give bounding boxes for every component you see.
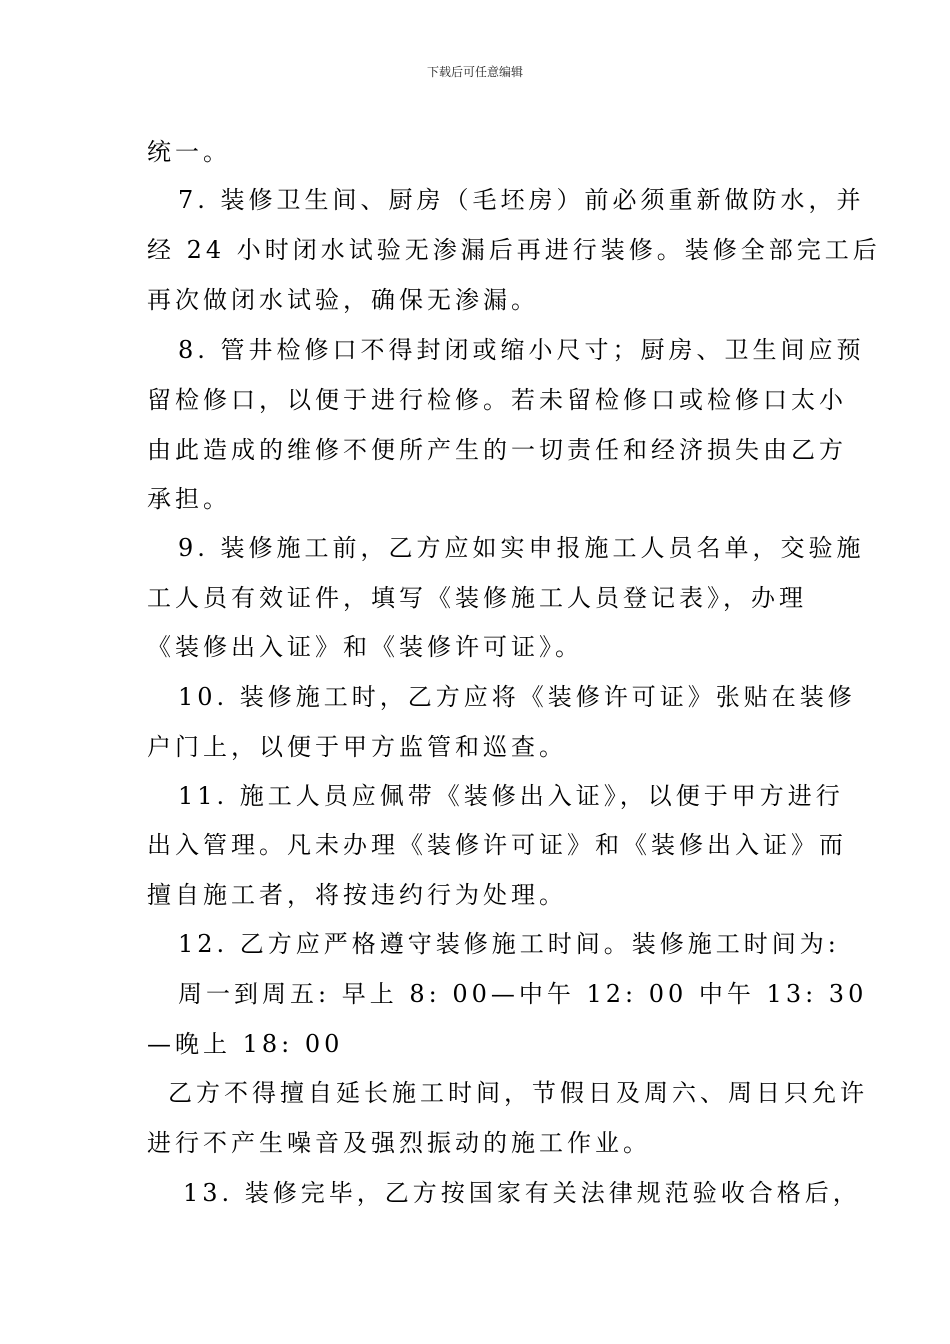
- text-line: 9. 装修施工前，乙方应如实申报施工人员名单，交验施: [178, 534, 865, 562]
- text-line: 承担。: [147, 485, 231, 513]
- text-line: 留检修口，以便于进行检修。若未留检修口或检修口太小: [147, 386, 847, 414]
- text-line: 乙方不得擅自延长施工时间，节假日及周六、周日只允许: [168, 1079, 868, 1107]
- text-line: 13. 装修完毕，乙方按国家有关法律规范验收合格后，: [183, 1179, 861, 1207]
- text-line: 出入管理。凡未办理《装修许可证》和《装修出入证》而: [147, 831, 847, 859]
- page-header-note: 下载后可任意编辑: [426, 65, 523, 79]
- text-line: 经 24 小时闭水试验无渗漏后再进行装修。装修全部完工后: [147, 236, 881, 264]
- text-line: —晚上 18: 00: [147, 1030, 344, 1058]
- text-line: 统一。: [147, 138, 231, 166]
- text-line: 《装修出入证》和《装修许可证》。: [147, 633, 583, 661]
- text-line: 12. 乙方应严格遵守装修施工时间。装修施工时间为:: [178, 930, 840, 958]
- text-line: 周一到周五: 早上 8: 00—中午 12: 00 中午 13: 30: [178, 980, 868, 1008]
- text-line: 再次做闭水试验，确保无渗漏。: [147, 286, 539, 314]
- text-line: 10. 装修施工时，乙方应将《装修许可证》张贴在装修: [178, 683, 856, 711]
- text-line: 11. 施工人员应佩带《装修出入证》，以便于甲方进行: [178, 782, 844, 810]
- text-line: 进行不产生噪音及强烈振动的施工作业。: [147, 1129, 651, 1157]
- text-line: 擅自施工者，将按违约行为处理。: [147, 881, 567, 909]
- text-line: 工人员有效证件，填写《装修施工人员登记表》，办理: [147, 584, 807, 612]
- text-line: 8. 管井检修口不得封闭或缩小尺寸；厨房、卫生间应预: [178, 336, 865, 364]
- text-line: 户门上，以便于甲方监管和巡查。: [147, 733, 567, 761]
- text-line: 7. 装修卫生间、厨房（毛坯房）前必须重新做防水，并: [178, 186, 865, 214]
- text-line: 由此造成的维修不便所产生的一切责任和经济损失由乙方: [147, 436, 847, 464]
